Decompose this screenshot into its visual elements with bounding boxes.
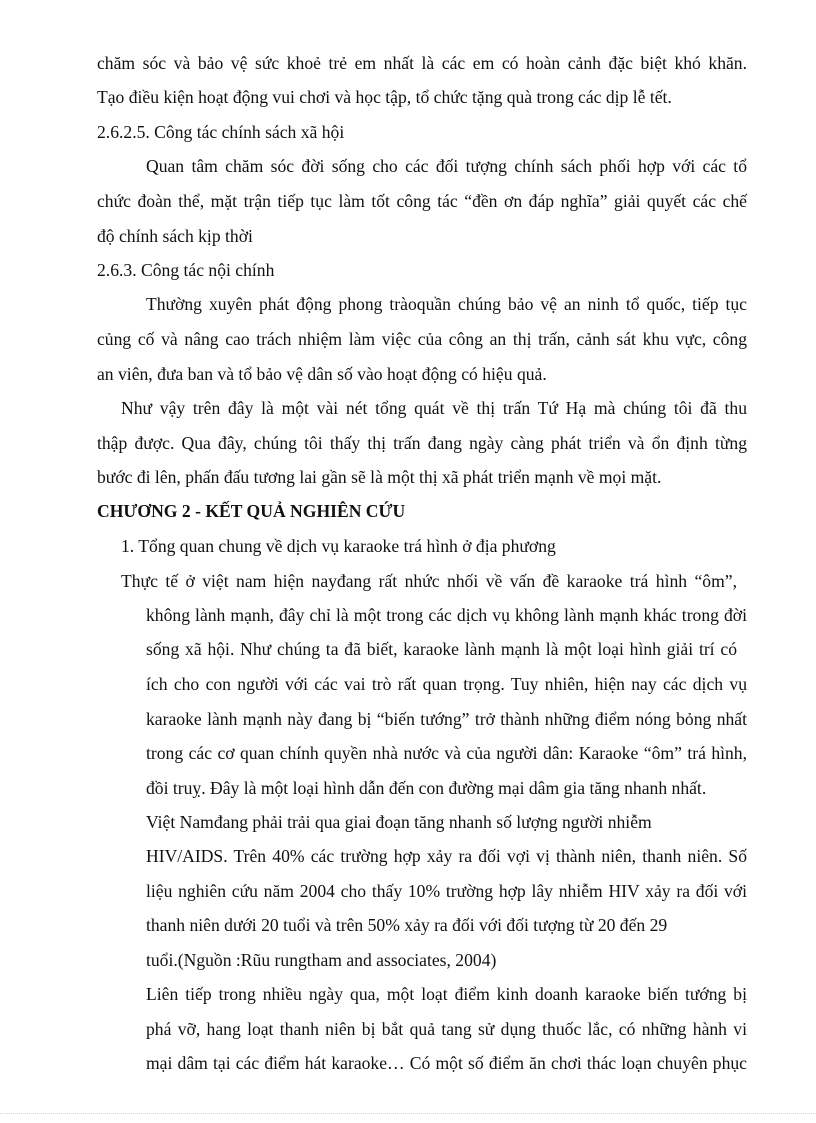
section-heading: 2.6.2.5. Công tác chính sách xã hội [97, 122, 345, 142]
text-line: Như vậy trên đây là một vài nét tổng quát về thị trấn Tứ Hạ mà chúng tôi đã thu [121, 398, 747, 418]
text-line: Liên tiếp trong nhiều ngày qua, một loạt điểm kinh doanh karaoke biến tướng bị [146, 984, 747, 1004]
text-line: Việt Namđang phải trải qua giai đoạn tăng nhanh số lượng người nhiễm [146, 812, 652, 832]
text-line: thập được. Qua đây, chúng tôi thấy thị trấn đang ngày càng phát triển và ổn định từng [97, 433, 747, 453]
text-line: chăm sóc và bảo vệ sức khoẻ trẻ em nhất là các em có hoàn cảnh đặc biệt khó khăn. [97, 53, 747, 73]
page-bottom-divider [0, 1113, 816, 1114]
text-line: liệu nghiên cứu năm 2004 cho thấy 10% trường hợp lây nhiễm HIV xảy ra đối với [146, 881, 747, 901]
text-line: Thực tế ở việt nam hiện nayđang rất nhức nhối về vấn đề karaoke trá hình “ôm”, [121, 571, 737, 591]
text-line: không lành mạnh, đây chỉ là một trong các dịch vụ không lành mạnh khác trong đời [146, 605, 747, 625]
text-line: sống xã hội. Như chúng ta đã biết, karaoke lành mạnh là một loại hình giải trí có [146, 639, 737, 659]
text-line: củng cố và nâng cao trách nhiệm làm việc của công an thị trấn, cảnh sát khu vực, công [97, 329, 747, 349]
text-line: Thường xuyên phát động phong tràoquần chúng bảo vệ an ninh tổ quốc, tiếp tục [146, 294, 747, 314]
text-line: trong các cơ quan chính quyền nhà nước và của người dân: Karaoke “ôm” trá hình, [146, 743, 747, 763]
text-line: phá vỡ, hang loạt thanh niên bị bắt quả tang sử dụng thuốc lắc, có những hành vi [146, 1019, 747, 1039]
citation-line: tuổi.(Nguồn :Rũu rungtham and associates, 2004) [146, 950, 497, 970]
text-line: an viên, đưa ban và tổ bảo vệ dân số vào hoạt động có hiệu quả. [97, 364, 547, 384]
chapter-heading: CHƯƠNG 2 - KẾT QUẢ NGHIÊN CỨU [97, 501, 406, 521]
text-line: karaoke lành mạnh này đang bị “biến tướng” trở thành những điểm nóng bỏng nhất [146, 709, 747, 729]
section-heading: 2.6.3. Công tác nội chính [97, 260, 275, 280]
text-line: mại dâm tại các điểm hát karaoke… Có một số điểm ăn chơi thác loạn chuyên phục [146, 1053, 747, 1073]
text-line: HIV/AIDS. Trên 40% các trường hợp xảy ra đối vợi vị thành niên, thanh niên. Số [146, 846, 747, 866]
text-line: độ chính sách kịp thời [97, 226, 253, 246]
text-line: ích cho con người với các vai trò rất quan trọng. Tuy nhiên, hiện nay các dịch vụ [146, 674, 747, 694]
text-line: đồi truỵ. Đây là một loại hình dẫn đến con đường mại dâm gia tăng nhanh nhất. [146, 778, 707, 798]
text-line: Quan tâm chăm sóc đời sống cho các đối tượng chính sách phối hợp với các tổ [146, 156, 747, 176]
text-line: chức đoàn thể, mặt trận tiếp tục làm tốt công tác “đền ơn đáp nghĩa” giải quyết các chế [97, 191, 747, 211]
text-line: bước đi lên, phấn đấu tương lai gần sẽ là một thị xã phát triển mạnh về mọi mặt. [97, 467, 662, 487]
text-line: Tạo điều kiện hoạt động vui chơi và học tập, tổ chức tặng quà trong các dịp lễ tết. [97, 87, 672, 107]
text-line: thanh niên dưới 20 tuổi và trên 50% xảy ra đối với đối tượng từ 20 đến 29 [146, 915, 668, 935]
section-heading: 1. Tổng quan chung về dịch vụ karaoke trá hình ở địa phương [121, 536, 556, 556]
